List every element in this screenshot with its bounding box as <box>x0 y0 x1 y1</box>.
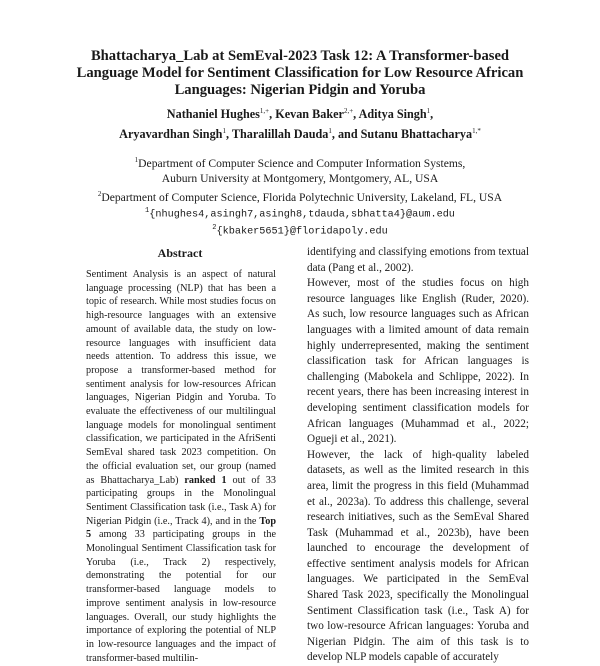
body-paragraph: However, most of the studies focus on high resource languages like English (Ruder, 2020). As such, low resource languages such as African languages with a limited amount of data remain highly underrepresented, making the sentiment classification task for African languages is challenging (Mabokela and Schlippe, 2022). In recent years, there has been increasing interest in developing sentiment classification models for African languages (Muhammad et al., 2022; Ogueji et al., 2021). <box>307 277 529 446</box>
affiliation-mark: 1 <box>134 156 139 164</box>
author-mark: 1 <box>328 127 332 136</box>
author-name: Aryavardhan Singh <box>119 127 223 142</box>
email-text: {kbaker5651}@floridapoly.edu <box>216 226 388 238</box>
abstract-bold: Top 5 <box>86 515 276 541</box>
body-column-right <box>307 245 529 666</box>
affiliation-1 <box>40 153 560 186</box>
abstract-text: among 33 participating groups in the Monolingual Sentiment Classification task for Yoruba (i.e., Track 2) respectively, demonstrating the potential for our transformer-based language models to improve sentiment analysis in low-resource languages. Overall, our study highlights the importance of exploring the potential of NLP in low-resource languages and the impact of transformer-based multilin- <box>86 529 276 664</box>
affiliation-line: Auburn University at Montgomery, Montgomery, AL, USA <box>161 171 439 185</box>
author-mark: 1,* <box>472 127 481 136</box>
abstract-bold: ranked 1 <box>184 474 227 486</box>
email-mark: 2 <box>212 224 217 232</box>
author-name: Nathaniel Hughes <box>166 107 260 122</box>
author-name: Aditya Singh <box>358 107 427 122</box>
author-mark: 2,+ <box>343 107 354 115</box>
body-paragraph: However, the lack of high-quality labeled datasets, as well as the limited research in this area, limit the progress in this field (Muhammad et al., 2023a). To address this challenge, several research initiatives, such as the SemEval Shared Task (Muhammad et al., 2023b), have been launched to encourage the development of effective sentiment analysis models for African languages. We participated in the SemEval Shared Task 2023, specifically the Monolingual Sentiment Classification task (i.e., Task A) for two low-resource African languages: Yoruba and Nigerian Pidgin. The aim of this task is to develop NLP models capable of accurately <box>307 448 529 664</box>
abstract-text: Sentiment Analysis is an aspect of natural language processing (NLP) that has been a topic of research. While most studies focus on high-resource languages with an extensive amount of available data, the study on low-resource languages with insufficient data needs attention. To address this issue, we propose a transformer-based method for sentiment analysis for low-resources African languages, Nigerian Pidgin and Yoruba. To evaluate the effectiveness of our multilingual language models for monolingual sentiment classification, we participated in the AfriSenti SemEval shared task 2023 competition. On the official evaluation set, our group (named as Bhattacharya_Lab) <box>86 269 276 486</box>
author-mark: 1 <box>426 107 431 115</box>
abstract-body <box>86 268 276 665</box>
author-mark: 1,+ <box>259 107 270 115</box>
author-name: Kevan Baker <box>275 107 344 122</box>
abstract-text: out of 33 participating groups in the Monolingual Sentiment Classification task (i.e., Task A) for Nigerian Pidgin (i.e., Track 4), and in the <box>86 474 276 527</box>
body-paragraph: identifying and classifying emotions from textual data (Pang et al., 2002). <box>307 246 529 274</box>
paper-title: Bhattacharya_Lab at SemEval-2023 Task 12: A Transformer-based Language Model for Sentiment Classification for Low Resource African Languages: Nigerian Pidgin and Yoruba <box>76 48 524 98</box>
email-text: {nhughes4,asingh7,asingh8,tdauda,sbhatta4}@aum.edu <box>149 209 455 221</box>
affiliation-mark: 2 <box>97 190 102 198</box>
author-name: Sutanu Bhattacharya <box>360 127 473 142</box>
affiliation-line: Department of Computer Science and Computer Information Systems, <box>138 156 466 170</box>
author-list: Nathaniel Hughes$^{1,+}$, Kevan Baker$^{2,+}$, Aditya Singh$^1$, Aryavardhan Singh$^1$, Tharalillah Dauda$^1$, and Sutanu Bhattacharya$^{1,*}$ <box>119 107 481 142</box>
affiliation-line: Department of Computer Science, Florida Polytechnic University, Lakeland, FL, USA <box>101 190 503 204</box>
email-line-1 <box>40 204 560 222</box>
email-mark: 1 <box>145 207 150 215</box>
affiliation-2 <box>40 187 560 205</box>
email-line-2 <box>40 221 560 239</box>
author-name: Tharalillah Dauda <box>231 127 329 142</box>
author-mark: 1 <box>222 127 226 136</box>
abstract-heading: Abstract <box>157 246 203 260</box>
author-connector: and <box>337 127 358 142</box>
